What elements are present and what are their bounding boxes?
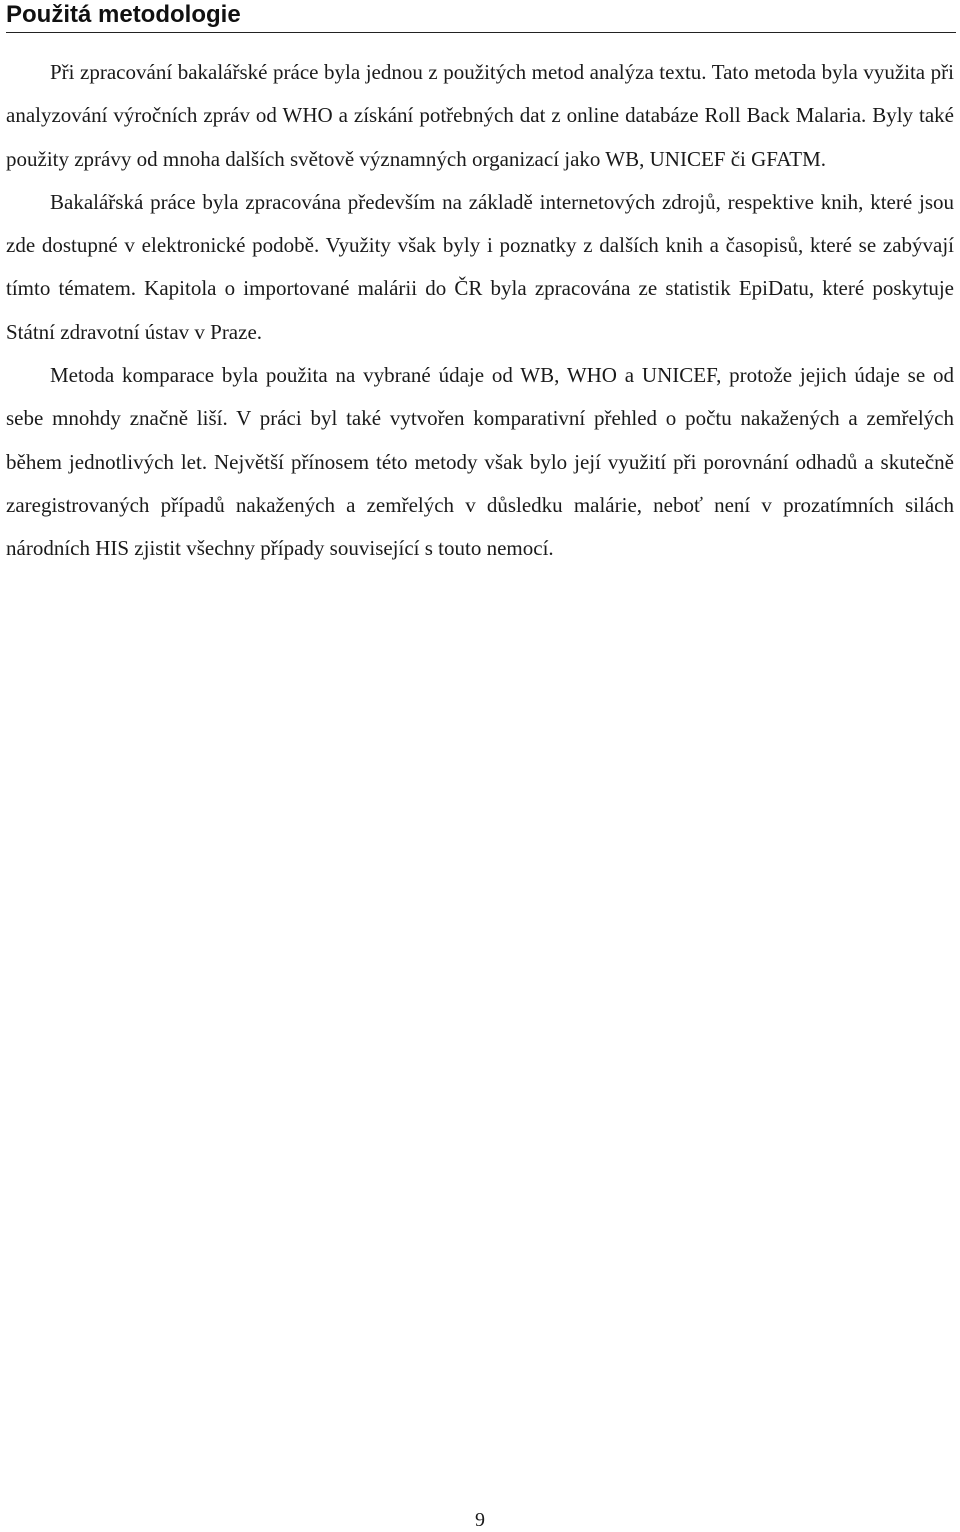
page-number: 9 (475, 1509, 485, 1531)
section-heading: Použitá metodologie (6, 1, 241, 28)
body-text (6, 51, 954, 571)
paragraph-sources: Bakalářská práce byla zpracována především na základě internetových zdrojů, respektive knih, které jsou zde dostupné v elektronické podobě. Využity však byly i poznatky z dalších knih a časopisů, které se zabývají tímto tématem. Kapitola o importované malárii do ČR byla zpracována ze statistik EpiDatu, které poskytuje Státní zdravotní ústav v Praze. (6, 189, 954, 344)
paragraph-text-analysis: Při zpracování bakalářské práce byla jednou z použitých metod analýza textu. Tato metoda byla využita při analyzování výročních zpráv od WHO a získání potřebných dat z online databáze Roll Back Malaria. Byly také použity zprávy od mnoha dalších světově významných organizací jako WB, UNICEF či GFATM. (6, 60, 954, 171)
paragraph-comparison: Metoda komparace byla použita na vybrané údaje od WB, WHO a UNICEF, protože jejich údaje se od sebe mnohdy značně liší. V práci byl také vytvořen komparativní přehled o počtu nakažených a zemřelých během jednotlivých let. Největší přínosem této metody však bylo její využití při porovnání odhadů a skutečně zaregistrovaných případů nakažených a zemřelých v důsledku malárie, neboť není v prozatímních silách národních HIS zjistit všechny případy související s touto nemocí. (6, 363, 954, 561)
section-heading-container (6, 0, 956, 33)
